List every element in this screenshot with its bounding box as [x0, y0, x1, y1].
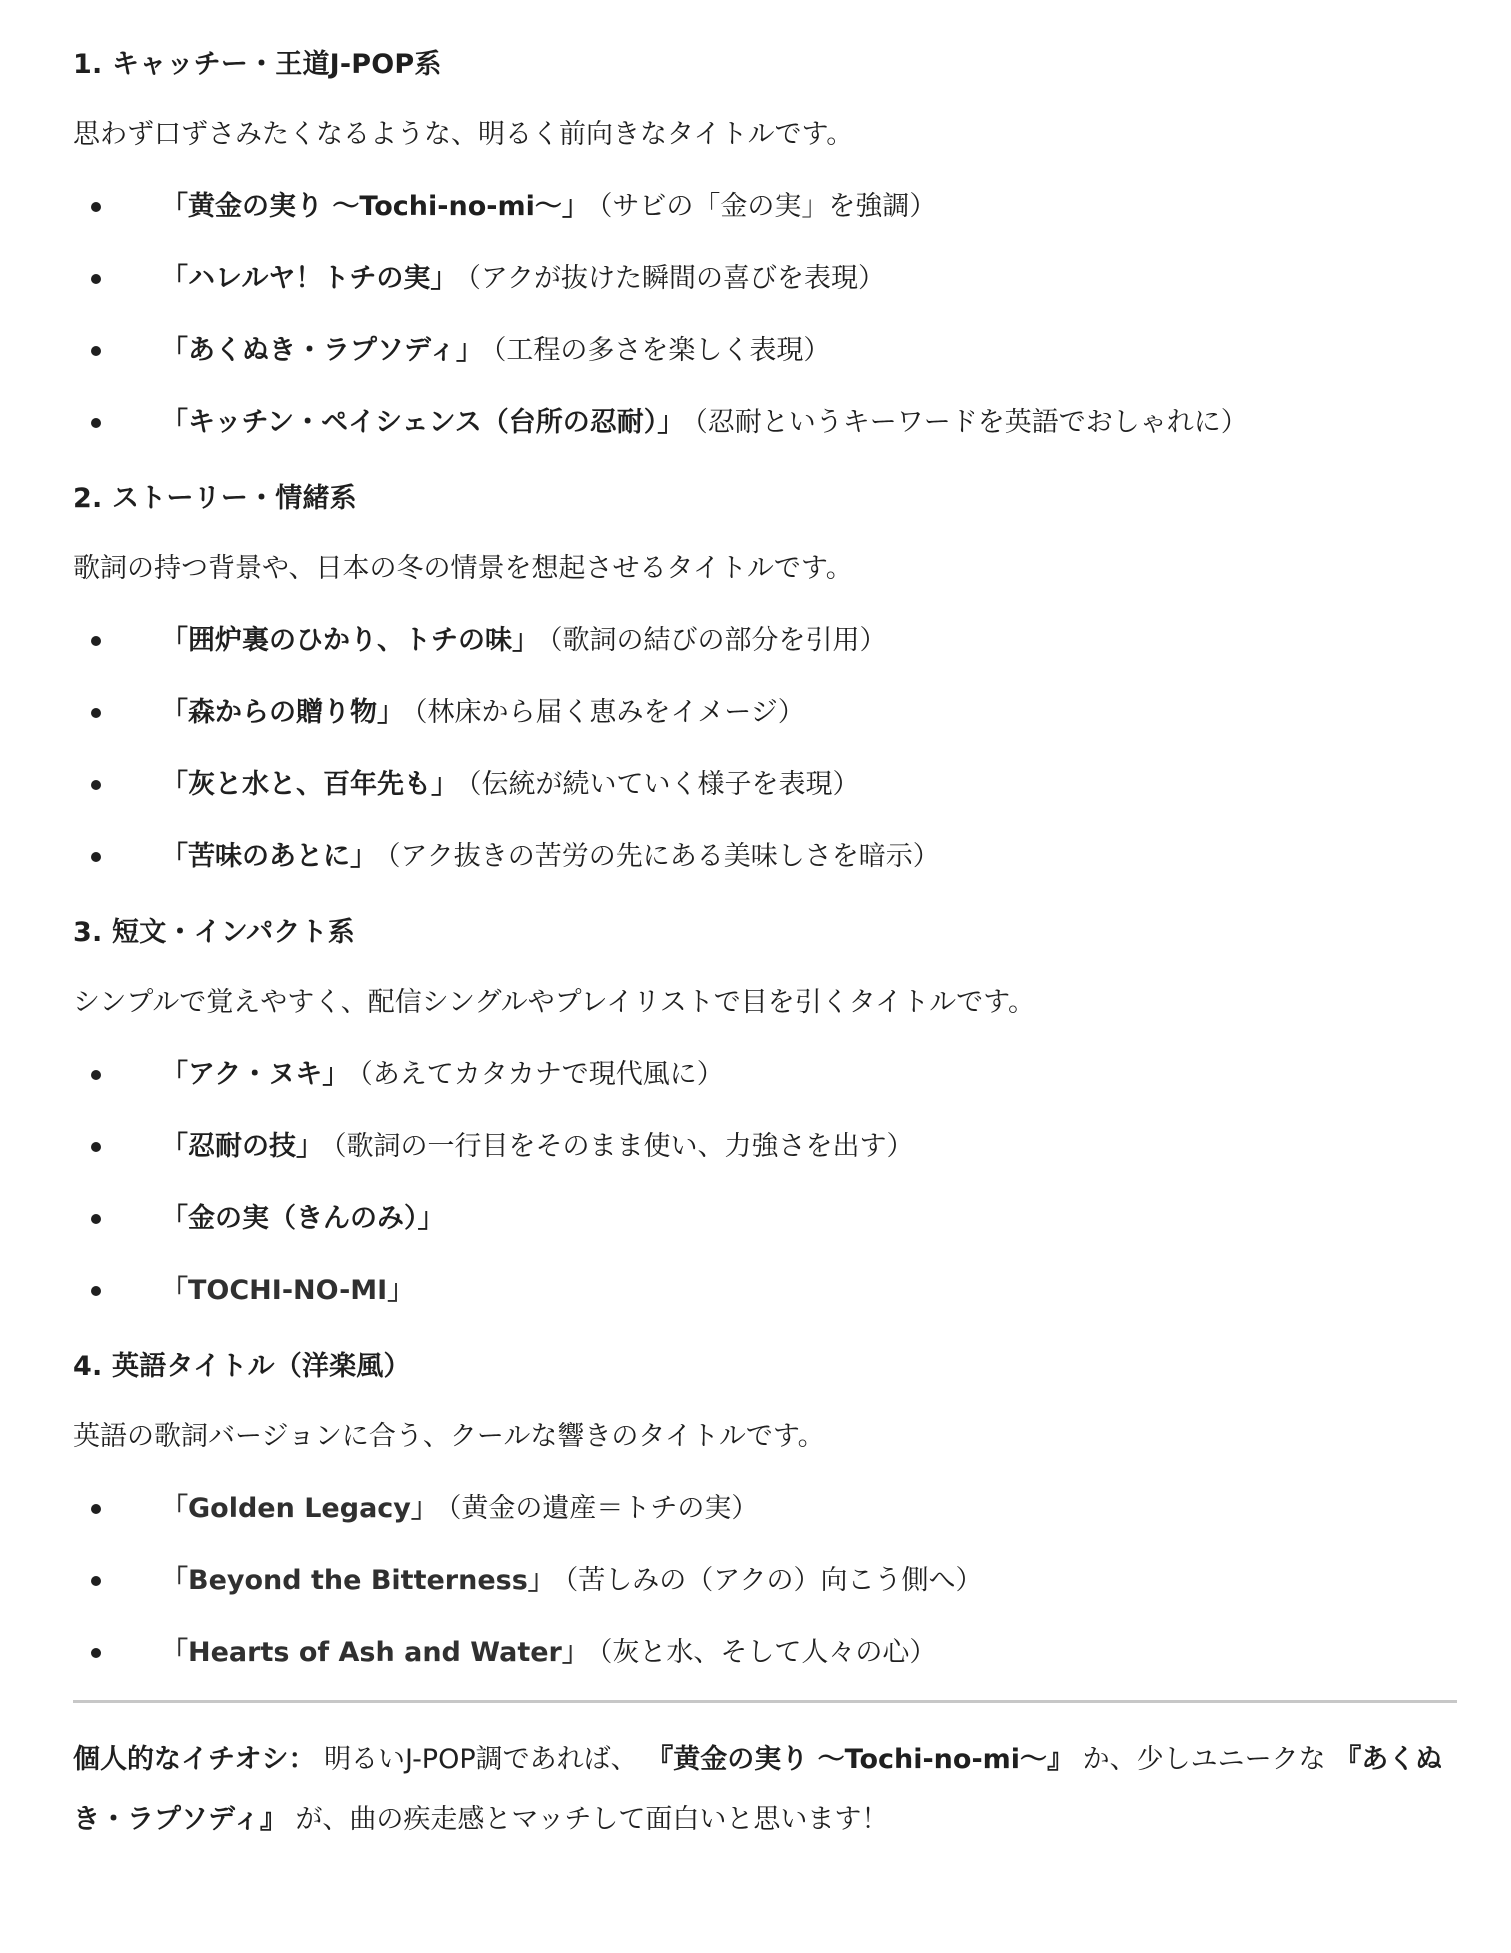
- list-item: [73, 1488, 1457, 1530]
- bullet-icon: [91, 346, 101, 356]
- title-suggestion: 「ハレルヤ！トチの実」: [161, 263, 458, 294]
- list-item: [73, 1560, 1457, 1602]
- title-suggestion: 「TOCHI-NO-MI」: [161, 1275, 415, 1306]
- list-item: [73, 1198, 1457, 1240]
- list-item: [73, 1270, 1457, 1312]
- section-description: 歌詞の持つ背景や、日本の冬の情景を想起させるタイトルです。: [73, 553, 853, 584]
- section-description: シンプルで覚えやすく、配信シングルやプレイリストで目を引くタイトルです。: [73, 987, 1036, 1018]
- bullet-icon: [91, 1286, 101, 1296]
- section-title: 4. 英語タイトル（洋楽風）: [73, 1351, 411, 1382]
- list-item: [73, 692, 1457, 734]
- section-title: 3. 短文・インパクト系: [73, 917, 355, 948]
- title-note: （歌詞の結びの部分を引用）: [549, 625, 887, 656]
- bullet-icon: [91, 274, 101, 284]
- title-suggestion: 「Beyond the Bitterness」: [161, 1565, 555, 1596]
- title-suggestion: 「苦味のあとに」: [161, 841, 377, 872]
- title-suggestion: 「アク・ヌキ」: [161, 1059, 350, 1090]
- title-list: [73, 186, 1457, 444]
- title-note: （灰と水、そして人々の心）: [598, 1637, 937, 1668]
- bullet-icon: [91, 1142, 101, 1152]
- bullet-icon: [91, 1070, 101, 1080]
- recommendation-paragraph: [73, 1730, 1457, 1850]
- title-note: （伝統が続いていく様子を表現）: [468, 769, 860, 800]
- recommendation-text: 明るいJ-POP調であれば、: [324, 1744, 638, 1775]
- bullet-icon: [91, 1504, 101, 1514]
- recommendation-label: 個人的なイチオシ：: [73, 1744, 316, 1775]
- title-suggestion: 「Hearts of Ash and Water」: [161, 1637, 589, 1668]
- bullet-icon: [91, 636, 101, 646]
- list-item: [73, 330, 1457, 372]
- recommended-title-1: 『黄金の実り 〜Tochi-no-mi〜』: [646, 1744, 1075, 1775]
- title-note: （忍耐というキーワードを英語でおしゃれに）: [694, 407, 1248, 438]
- list-item: [73, 402, 1457, 444]
- bullet-icon: [91, 1576, 101, 1586]
- title-note: （苦しみの（アクの）向こう側へ）: [564, 1565, 983, 1596]
- bullet-icon: [91, 708, 101, 718]
- title-suggestion: 「キッチン・ペイシェンス（台所の忍耐）」: [161, 407, 685, 438]
- section-description: 思わず口ずさみたくなるような、明るく前向きなタイトルです。: [73, 119, 854, 150]
- section-story-emotional: [73, 478, 1457, 878]
- title-note: （歌詞の一行目をそのまま使い、力強さを出す）: [333, 1131, 914, 1162]
- bullet-icon: [91, 780, 101, 790]
- title-note: （工程の多さを楽しく表現）: [492, 335, 831, 366]
- title-list: [73, 620, 1457, 878]
- list-item: [73, 764, 1457, 806]
- list-item: [73, 1126, 1457, 1168]
- section-english-titles: [73, 1346, 1457, 1674]
- title-suggestion: 「囲炉裏のひかり、トチの味」: [161, 625, 539, 656]
- title-suggestion: 「灰と水と、百年先も」: [161, 769, 458, 800]
- title-note: （林床から届く恵みをイメージ）: [414, 697, 805, 728]
- section-title: 1. キャッチー・王道J-POP系: [73, 49, 442, 80]
- bullet-icon: [91, 202, 101, 212]
- section-catchy-jpop: [73, 44, 1457, 444]
- title-note: （黄金の遺産＝トチの実）: [447, 1493, 759, 1524]
- list-item: [73, 620, 1457, 662]
- recommendation-text: が、曲の疾走感とマッチして面白いと思います！: [295, 1804, 889, 1835]
- section-title: 2. ストーリー・情緒系: [73, 483, 357, 514]
- title-suggestion: 「森からの贈り物」: [161, 697, 404, 728]
- title-note: （アクが抜けた瞬間の喜びを表現）: [467, 263, 886, 294]
- bullet-icon: [91, 1648, 101, 1658]
- section-short-impact: [73, 912, 1457, 1312]
- title-suggestion: 「あくぬき・ラプソディ」: [161, 335, 483, 366]
- bullet-icon: [91, 418, 101, 428]
- bullet-icon: [91, 852, 101, 862]
- title-suggestion: 「忍耐の技」: [161, 1131, 323, 1162]
- title-suggestion: 「黄金の実り 〜Tochi-no-mi〜」: [161, 191, 589, 222]
- title-list: [73, 1488, 1457, 1674]
- list-item: [73, 836, 1457, 878]
- bullet-icon: [91, 1214, 101, 1224]
- recommended-title-2: 『あくぬき・ラプソディ』: [73, 1744, 1443, 1835]
- section-description: 英語の歌詞バージョンに合う、クールな響きのタイトルです。: [73, 1421, 825, 1452]
- title-note: （アク抜きの苦労の先にある美味しさを暗示）: [387, 841, 940, 872]
- title-suggestion: 「金の実（きんのみ）」: [161, 1203, 445, 1234]
- list-item: [73, 186, 1457, 228]
- list-item: [73, 1632, 1457, 1674]
- title-note: （あえてカタカナで現代風に）: [359, 1059, 724, 1090]
- title-list: [73, 1054, 1457, 1312]
- list-item: [73, 258, 1457, 300]
- title-note: （サビの「金の実」を強調）: [598, 191, 937, 222]
- list-item: [73, 1054, 1457, 1096]
- divider: [73, 1700, 1457, 1703]
- title-suggestion: 「Golden Legacy」: [161, 1493, 438, 1524]
- recommendation-text: か、少しユニークな: [1082, 1744, 1326, 1775]
